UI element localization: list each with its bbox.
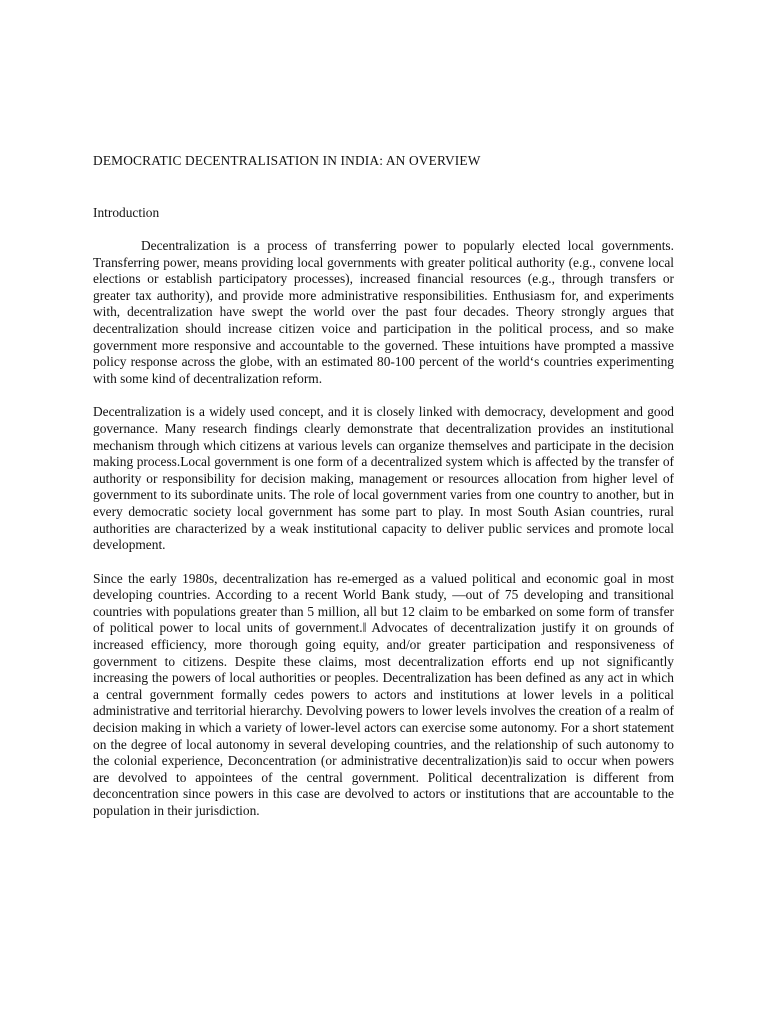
document-body (93, 152, 674, 820)
paragraph-3: Since the early 1980s, decentralization has re-emerged as a valued political and economic goal in most developing countries. According to a recent World Bank study, ―out of 75 developing and transitional countries with populations greater than 5 million, all but 12 claim to be embarked on some form of transfer of political power to local units of government.‖ Advocates of decentralization justify it on grounds of increased efficiency, more thorough going equity, and/or greater participation and responsiveness of government to citizens. Despite these claims, most decentralization efforts end up not significantly increasing the powers of local authorities or peoples. Decentralization has been defined as any act in which a central government formally cedes powers to actors and institutions at lower levels in a political administrative and territorial hierarchy. Devolving powers to lower levels involves the creation of a realm of decision making in which a variety of lower-level actors can exercise some autonomy. For a short statement on the degree of local autonomy in several developing countries, and the relationship of such autonomy to the colonial experience, Deconcentration (or administrative decentralization)is said to occur when powers are devolved to appointees of the central government. Political decentralization is different from deconcentration since powers in this case are devolved to actors or institutions that are accountable to the population in their jurisdiction. (93, 570, 674, 818)
document-title: DEMOCRATIC DECENTRALISATION IN INDIA: AN OVERVIEW (93, 153, 481, 168)
paragraph-2: Decentralization is a widely used concept, and it is closely linked with democracy, development and good governance. Many research findings clearly demonstrate that decentralization provides an institutional mechanism through which citizens at various levels can organize themselves and participate in the decision making process.Local government is one form of a decentralized system which is affected by the transfer of authority or responsibility for decision making, management or resources allocation from higher level of government to its subordinate units. The role of local government varies from one country to another, but in every democratic society local government has some part to play. In most South Asian countries, rural authorities are characterized by a weak institutional capacity to deliver public services and promote local development. (93, 404, 674, 553)
paragraph-1: Decentralization is a process of transferring power to popularly elected local governments. Transferring power, means providing local governments with greater political authority (e.g., convene local elections or establish participatory processes), increased financial resources (e.g., through transfers or greater tax authority), and provide more administrative responsibilities. Enthusiasm for, and experiments with, decentralization have swept the world over the past four decades. Theory strongly argues that decentralization should increase citizen voice and participation in the political process, and so make government more responsive and accountable to the governed. These intuitions have prompted a massive policy response across the globe, with an estimated 80-100 percent of the world‘s countries experimenting with some kind of decentralization reform. (93, 238, 674, 386)
section-heading-introduction: Introduction (93, 205, 160, 220)
